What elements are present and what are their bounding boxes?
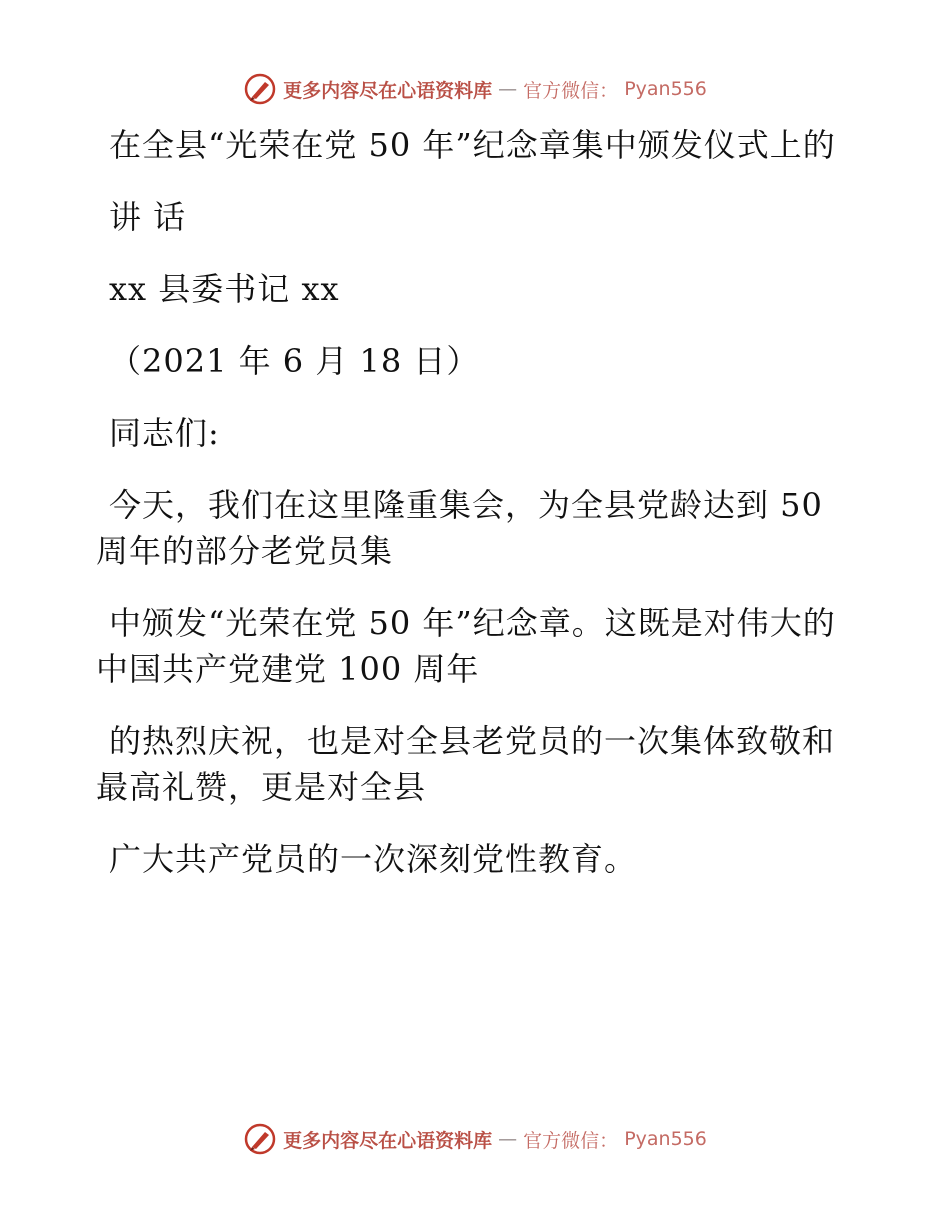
watermark-brand: 更多内容尽在心语资料库	[283, 79, 493, 102]
document-author: xx 县委书记 xx	[109, 270, 340, 308]
watermark-wechat-id: Pyan556	[624, 78, 707, 100]
paragraph: 今天，我们在这里隆重集会，为全县党龄达到 50 周年的部分老党员集	[96, 486, 823, 570]
document-body	[96, 122, 856, 908]
watermark-brand: 更多内容尽在心语资料库	[283, 1129, 493, 1152]
document-salutation: 同志们:	[109, 414, 220, 452]
document-date: （2021 年 6 月 18 日）	[109, 342, 480, 380]
paragraph: 广大共产党员的一次深刻党性教育。	[109, 840, 638, 878]
pen-logo-icon	[243, 1122, 277, 1156]
watermark-separator: —	[498, 1128, 518, 1150]
paragraph: 的热烈庆祝，也是对全县老党员的一次集体致敬和最高礼赞，更是对全县	[96, 722, 836, 806]
document-subtitle: 讲 话	[109, 198, 187, 236]
watermark-separator: —	[498, 78, 518, 100]
watermark-wechat-label: 官方微信：	[523, 79, 619, 102]
header-watermark	[0, 72, 950, 106]
paragraph: 中颁发“光荣在党 50 年”纪念章。这既是对伟大的中国共产党建党 100 周年	[96, 604, 836, 688]
document-title: 在全县“光荣在党 50 年”纪念章集中颁发仪式上的	[109, 126, 836, 164]
footer-watermark	[0, 1122, 950, 1156]
watermark-wechat-id: Pyan556	[624, 1128, 707, 1150]
watermark-wechat-label: 官方微信：	[523, 1129, 619, 1152]
pen-logo-icon	[243, 72, 277, 106]
